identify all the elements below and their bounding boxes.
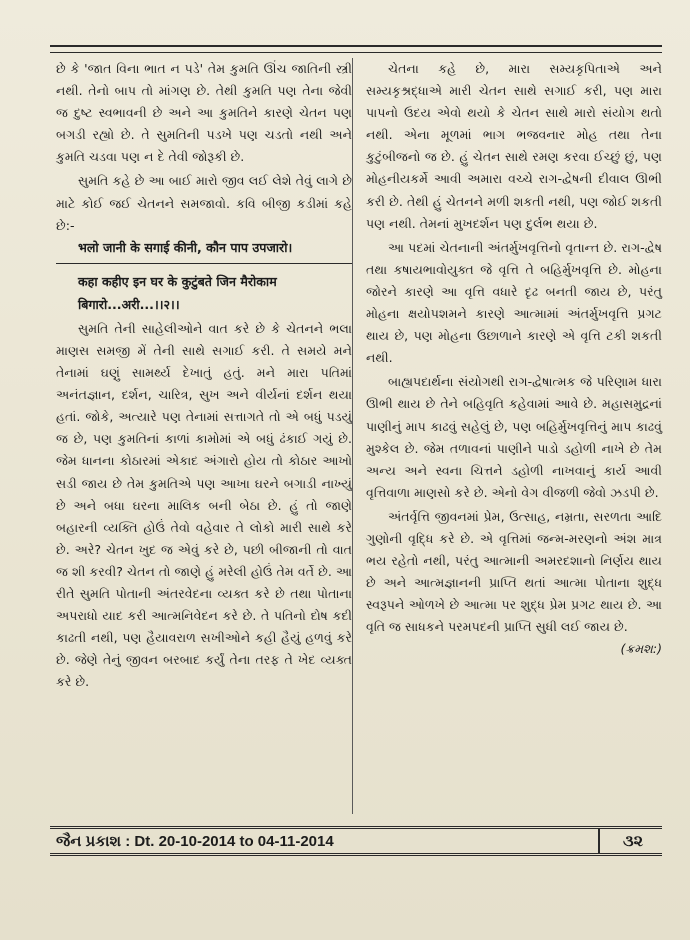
left-paragraph-3: સુમતિ તેની સાહેલીઓને વાત કરે છે કે ચેતનને ભલા માણસ સમજી મેં તેની સાથે સગાઈ કરી. તે સમયે મને તેનામાં ઘણું સામર્થ્ય દેખાતું હતું. મને મારા પતિમાં અનંતજ્ઞાન, દર્શન, ચારિત્ર, સુખ અને વીર્યનાં દર્શન થયા હતાં. જોકે, અત્યારે પણ તેનામાં સત્તાગતે તો એ બધું પડયું જ છે, પણ કુમતિનાં કાળાં કામોમાં એ બધું ઢંકાઈ ગયું છે. જેમ ધાનના કોઠારમાં એકાદ અંગારો હોય તો કોઠાર આખો સડી જાય છે તેમ કુમતિએ પણ આખા ઘરને બગાડી નાખ્યું છે અને બધા ઘરના માલિક બની બેઠા છે. હું તો જાણે બહારની વ્યક્તિ હોઉં તેવો વહેવાર તે લોકો મારી સાથે કરે છે. અરે? ચેતન ખુદ જ એવું કરે છે, પછી બીજાની તો વાત જ શી કરવી? ચેતન તો જાણે હું મરેલી હોઉં તેમ વર્તે છે. આ રીતે સુમતિ પોતાની અંતરવેદના વ્યક્ત કરે છે તથા પોતાના અપરાધો યાદ કરી આત્મનિવેદન કરે છે. તે પતિનો દોષ કદી કાઢતી નથી, પણ હૈયાવરાળ સખીઓને કહી હૈયું હળવું કરે છે. જેણે તેનું જીવન બરબાદ કર્યું તેના તરફ તે ખેદ વ્યક્ત કરે છે. bbox=[56, 320, 352, 690]
right-paragraph-2: આ પદમાં ચેતનાની અંતર્મુખવૃત્તિનો વૃતાન્ત છે. રાગ-દ્વેષ તથા કષાયભાવોયુક્ત જે વૃત્તિ તે બહિર્મુખવૃત્તિ છે. મોહના જોરને કારણે આ વૃત્તિ વધારે દૃઢ બનતી જાય છે, પરંતુ મોહના ક્ષયોપશમને કારણે આત્મામાં અંતર્મુખવૃત્તિ પ્રગટ થાય છે, પણ મોહના ઉછાળાને કારણે એ વૃત્તિ ટકી શકતી નથી. bbox=[366, 239, 662, 366]
column-divider bbox=[352, 58, 353, 814]
publication-info: જૈન પ્રકાશ : Dt. 20-10-2014 to 04-11-2014 bbox=[56, 833, 334, 850]
right-column bbox=[366, 58, 662, 661]
verse-divider bbox=[56, 263, 352, 264]
footer-divider bbox=[598, 829, 600, 853]
top-rule bbox=[50, 45, 662, 53]
page-number: ૩૨ bbox=[622, 833, 644, 850]
right-paragraph-4 bbox=[366, 506, 662, 657]
verse-line-3: बिगारो...अरी...।।२।। bbox=[78, 296, 180, 312]
verse-line-1: भलो जानी के सगाई कीनी, कौन पाप उपजारो। bbox=[78, 239, 293, 255]
to-be-continued: (ક્રમશ:) bbox=[620, 641, 662, 657]
left-paragraph-1: છે કે 'જાત વિના ભાત ન પડે' તેમ કુમતિ ઊંચ જાતિની સ્ત્રી નથી. તેનો બાપ તો માંગણ છે. તેથી કુમતિ પણ તેના જેવી જ દુષ્ટ સ્વભાવની છે અને આ કુમતિને કારણે ચેતન પણ બગડી રહ્યો છે. તે સુમતિની પડખે પણ ચડતો નથી અને કુમતિ ચડવા પણ ન દે તેવી જોરૂકી છે. bbox=[56, 61, 352, 165]
verse-line-2: कहा कहीए इन घर के कुटुंबते जिन मैरोकाम bbox=[78, 273, 277, 289]
right-paragraph-1: ચેતના કહે છે, મારા સમ્યકૃપિતાએ અને સમ્યકૃશ્રદ્ધાએ મારી ચેતન સાથે સગાઈ કરી, પણ મારા પાપનો ઉદય એવો થયો કે ચેતન સાથે મારો સંયોગ થતો નથી. એના મૂળમાં ભાગ ભજવનાર મોહ તથા તેના કુટુંબીજનો જ છે. હું ચેતન સાથે રમણ કરવા ઈચ્છું છું, પણ મોહનીયકર્મે આવી અમારા વચ્ચે રાગ-દ્વેષની દીવાલ ઊભી કરી છે. તેથી હું ચેતનને મળી શકતી નથી, પણ જોઈ શકતી પણ નથી. તેમનાં મુખદર્શન પણ દુર્લભ થયા છે. bbox=[366, 61, 662, 231]
right-paragraph-4-text: અંતર્વૃત્તિ જીવનમાં પ્રેમ, ઉત્સાહ, નમ્રતા, સરળતા આદિ ગુણોની વૃદ્ધિ કરે છે. એ વૃત્તિમાં જન્મ-મરણનો અંશ માત્ર ભય રહેતો નથી, પરંતુ આત્માની અમરદશાનો નિર્ણય થાય છે અને આત્મજ્ઞાનની પ્રાપ્તિ થતાં આત્મા પોતાના શુદ્ધ સ્વરૂપને ઓળખે છે આત્મા પર શુદ્ધ પ્રેમ પ્રગટ થાય છે. આ વૃતિ જ સાધકને પરમપદની પ્રાપ્તિ સુધી લઈ જાય છે. bbox=[366, 508, 662, 635]
right-paragraph-3: બાહ્યપદાર્થના સંયોગથી રાગ-દ્વેષાત્મક જે પરિણામ ધારા ઊભી થાય છે તેને બહિવૃતિ કહેવામાં આવે છે. મહાસમુદ્રનાં પાણીનું માપ કાઢવું સહેલું છે, પણ બહિર્મુખવૃત્તિનું માપ કાઢવું મુશ્કેલ છે. જેમ તળાવનાં પાણીને પાડો ડહોળી નાખે છે તેમ અન્ય અને સ્વના ચિત્તને ડહોળી નાખવાનું કાર્ય આવી વૃત્તિવાળા માણસો કરે છે. એનો વેગ વીજળી જેવો ઝડપી છે. bbox=[366, 374, 662, 500]
left-paragraph-2: સુમતિ કહે છે આ બાઈ મારો જીવ લઈ લેશે તેવું લાગે છે માટે કોઈ જઈ ચેતનને સમજાવો. કવિ બીજી કડીમાં કહે છે:- bbox=[56, 173, 352, 233]
page-footer bbox=[50, 826, 662, 856]
left-column bbox=[56, 58, 352, 693]
